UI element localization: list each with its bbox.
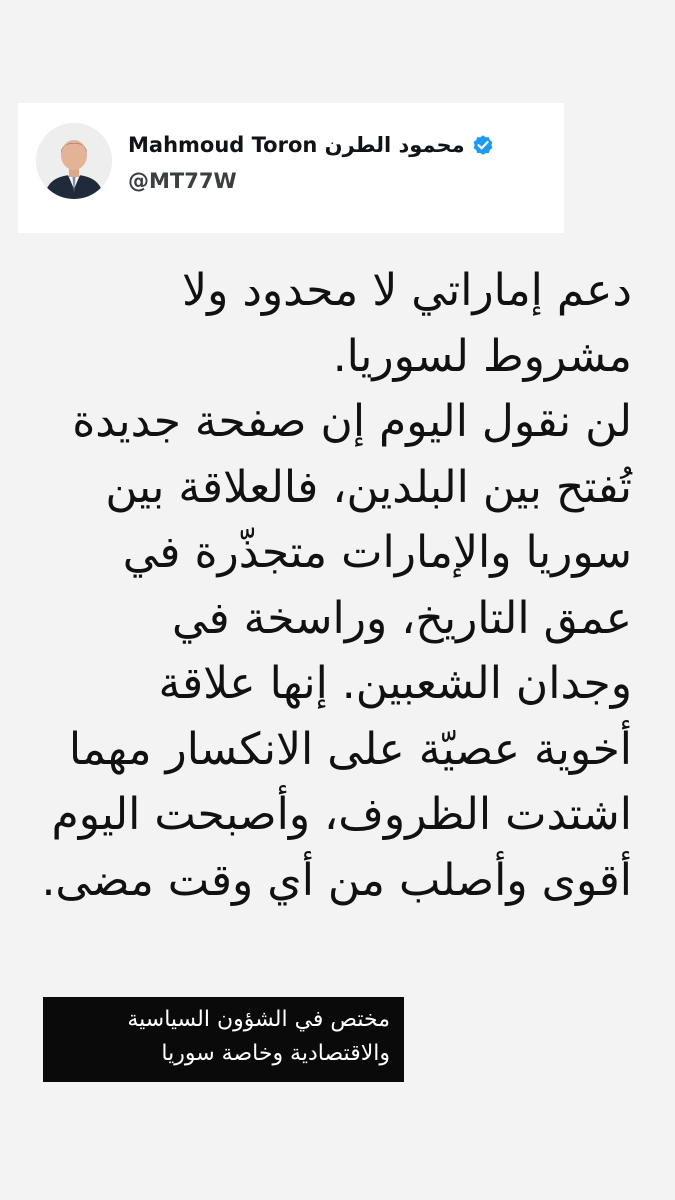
tweet-card (18, 103, 564, 233)
caption-line: مختص في الشؤون السياسية (127, 1007, 390, 1032)
body-line: دعم إماراتي لا محدود ولا (181, 265, 632, 316)
person-portrait-icon (36, 123, 112, 199)
caption-box (43, 997, 404, 1082)
caption-line: والاقتصادية وخاصة سوريا (161, 1041, 390, 1066)
body-line: لن نقول اليوم إن صفحة جديدة (72, 396, 632, 447)
body-line: تُفتح بين البلدين، فالعلاقة بين (105, 461, 632, 513)
body-line: وجدان الشعبين. إنها علاقة (158, 658, 632, 709)
body-line: سوريا والإمارات متجذّرة في (122, 527, 632, 578)
body-line: عمق التاريخ، وراسخة في (171, 592, 632, 644)
verified-badge-icon (471, 133, 495, 157)
author-handle[interactable]: @MT77W (128, 169, 237, 193)
body-line: مشروط لسوريا. (332, 330, 632, 382)
author-name[interactable]: Mahmoud Toron محمود الطرن (128, 133, 465, 157)
avatar[interactable] (36, 123, 112, 199)
body-line: أقوى وأصلب من أي وقت مضى. (41, 854, 632, 906)
body-line: أخوية عصيّة على الانكسار مهما (68, 723, 632, 775)
tweet-body-text (22, 258, 632, 913)
author-row (128, 133, 495, 157)
body-line: اشتدت الظروف، وأصبحت اليوم (51, 789, 632, 840)
